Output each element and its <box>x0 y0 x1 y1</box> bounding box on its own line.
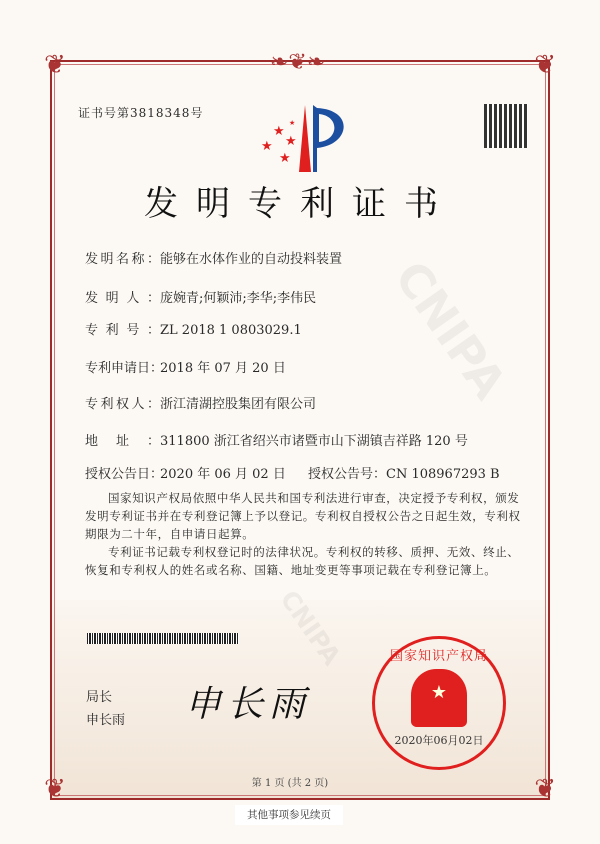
watermark: CNIPA <box>384 251 517 409</box>
signatory-title: 局长 <box>86 690 113 705</box>
national-emblem-icon: ★ <box>411 669 467 727</box>
top-ornament-icon: ❧❦❧ <box>270 50 326 75</box>
signatory-name: 申长雨 <box>86 713 126 728</box>
field-filing-date: 专利申请日：2018 年 07 月 20 日 <box>85 361 286 376</box>
corner-ornament-icon: ❦ <box>44 774 66 804</box>
field-invention-name: 发明名称：能够在水体作业的自动投料装置 <box>85 252 343 267</box>
corner-ornament-icon: ❦ <box>534 50 556 80</box>
paragraph-grant: 国家知识产权局依照中华人民共和国专利法进行审查，决定授予专利权，颁发发明专利证书并在专利登记簿上予以登记。专利权自授权公告之日起生效，专利权期限为二十年，自申请日起算。 <box>85 491 521 541</box>
field-inventors: 发明人：庞婉青;何颖沛;李华;李伟民 <box>85 291 317 306</box>
certificate-title: 发明专利证书 <box>144 184 456 224</box>
field-patentee: 专利权人：浙江清湖控股集团有限公司 <box>85 397 317 412</box>
page-indicator: 第 1 页 (共 2 页) <box>251 778 329 789</box>
svg-text:★: ★ <box>273 124 285 139</box>
field-announcement-number: 授权公告号：CN 108967293 B <box>308 467 500 482</box>
field-address: 地址：311800 浙江省绍兴市诸暨市山下湖镇吉祥路 120 号 <box>85 434 468 449</box>
field-grant-date: 授权公告日：2020 年 06 月 02 日 <box>85 467 286 482</box>
svg-text:★: ★ <box>279 151 291 166</box>
svg-text:★: ★ <box>289 119 296 127</box>
certificate-number: 证书号第3818348号 <box>78 106 204 120</box>
field-patent-number: 专利号：ZL 2018 1 0803029.1 <box>85 323 302 338</box>
watermark: CNIPA <box>274 585 347 671</box>
qr-code <box>484 104 528 148</box>
footer-note: 其他事项参见续页 <box>235 805 343 825</box>
corner-ornament-icon: ❦ <box>44 50 66 80</box>
svg-text:★: ★ <box>261 139 273 154</box>
seal-date: 2020年06月02日 <box>394 734 484 747</box>
official-seal <box>372 636 506 770</box>
paragraph-legal-status: 专利证书记载专利权登记时的法律状况。专利权的转移、质押、无效、终止、恢复和专利权人的姓名或名称、国籍、地址变更等事项记载在专利登记簿上。 <box>85 545 520 577</box>
seal-text: 国家知识产权局 <box>389 649 488 664</box>
cnipa-logo-icon <box>255 100 355 172</box>
signature: 申长雨 <box>185 684 312 725</box>
barcode <box>87 633 239 644</box>
svg-text:★: ★ <box>285 134 297 149</box>
corner-ornament-icon: ❦ <box>534 774 556 804</box>
